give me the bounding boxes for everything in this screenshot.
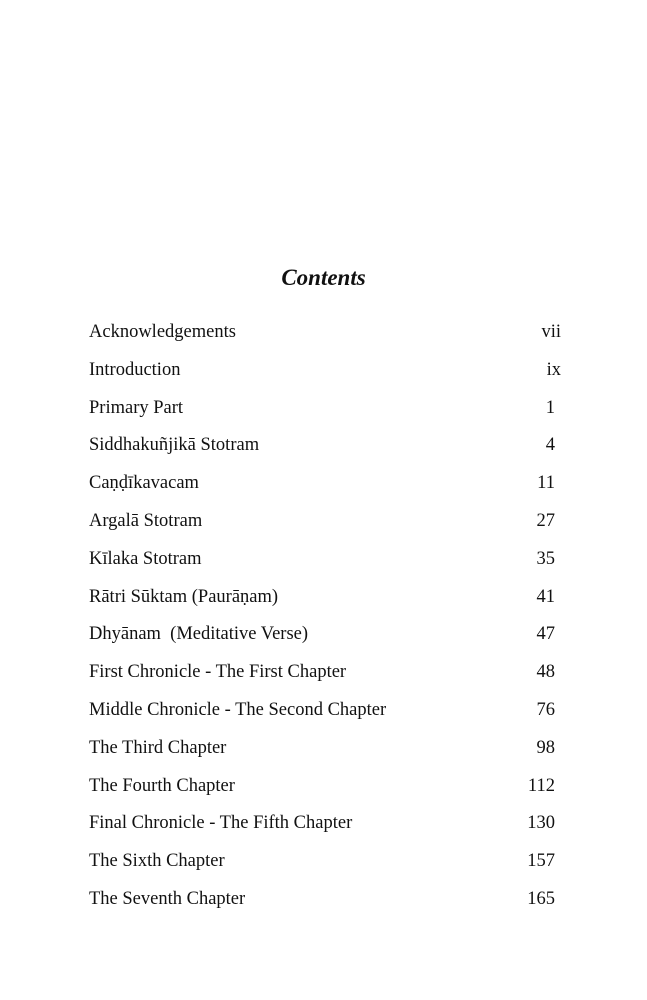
toc-entry-sixth-chapter[interactable] <box>89 847 561 885</box>
toc-entry-page: 4 <box>545 435 555 456</box>
toc-entry-kilaka-stotram[interactable] <box>89 545 561 583</box>
toc-entry-primary-part[interactable] <box>89 394 561 432</box>
toc-entry-title: Introduction <box>89 359 181 380</box>
toc-entry-title: The Fourth Chapter <box>89 775 235 796</box>
toc-entry-page: 47 <box>536 624 555 645</box>
toc-entry-middle-chronicle[interactable] <box>89 696 561 734</box>
toc-entry-fourth-chapter[interactable] <box>89 772 561 810</box>
toc-entry-final-chronicle[interactable] <box>89 809 561 847</box>
toc-entry-title: Final Chronicle - The Fifth Chapter <box>89 813 353 834</box>
toc-entry-title: The Sixth Chapter <box>89 851 225 872</box>
page-title: Contents <box>281 265 366 290</box>
toc-entry-title: Siddhakuñjikā Stotram <box>89 435 260 456</box>
toc-entry-page: 165 <box>527 888 555 909</box>
toc-entry-page: 11 <box>537 473 555 494</box>
toc-entry-page: 48 <box>536 662 555 683</box>
toc-entry-page: 130 <box>527 813 555 834</box>
toc-entry-dhyanam[interactable] <box>89 620 561 658</box>
toc-entry-title: Middle Chronicle - The Second Chapter <box>89 699 387 720</box>
toc-entry-page: 98 <box>536 737 555 758</box>
toc-entry-page: 112 <box>527 775 555 796</box>
toc-entry-title: First Chronicle - The First Chapter <box>89 662 347 683</box>
toc-entry-page: 76 <box>536 699 555 720</box>
toc-entry-page: 41 <box>536 586 555 607</box>
toc-entry-page: 35 <box>536 548 555 569</box>
toc-entry-title: Dhyānam (Meditative Verse) <box>89 624 309 645</box>
toc-entry-title: The Third Chapter <box>89 737 227 758</box>
toc-entry-title: Argalā Stotram <box>89 510 203 531</box>
toc-entry-first-chronicle[interactable] <box>89 658 561 696</box>
toc-entry-seventh-chapter[interactable] <box>89 885 561 923</box>
table-of-contents <box>89 318 561 923</box>
toc-entry-candikavacam[interactable] <box>89 469 561 507</box>
toc-entry-page: 27 <box>536 510 555 531</box>
toc-entry-siddhakunjika-stotram[interactable] <box>89 431 561 469</box>
toc-entry-page: vii <box>541 322 561 342</box>
toc-entry-title: The Seventh Chapter <box>89 888 246 909</box>
toc-entry-argala-stotram[interactable] <box>89 507 561 545</box>
toc-entry-title: Acknowledgements <box>89 322 236 342</box>
toc-entry-page: 157 <box>527 851 555 872</box>
toc-entry-title: Rātri Sūktam (Paurāṇam) <box>89 586 279 607</box>
toc-entry-introduction[interactable] <box>89 356 561 394</box>
toc-entry-page: 1 <box>545 397 555 418</box>
toc-entry-title: Kīlaka Stotram <box>89 548 202 569</box>
toc-entry-title: Caṇḍīkavacam <box>89 473 199 494</box>
toc-entry-page: ix <box>546 359 561 380</box>
toc-entry-acknowledgements[interactable] <box>89 318 561 356</box>
toc-entry-third-chapter[interactable] <box>89 734 561 772</box>
toc-entry-ratri-suktam[interactable] <box>89 583 561 621</box>
toc-entry-title: Primary Part <box>89 397 184 418</box>
